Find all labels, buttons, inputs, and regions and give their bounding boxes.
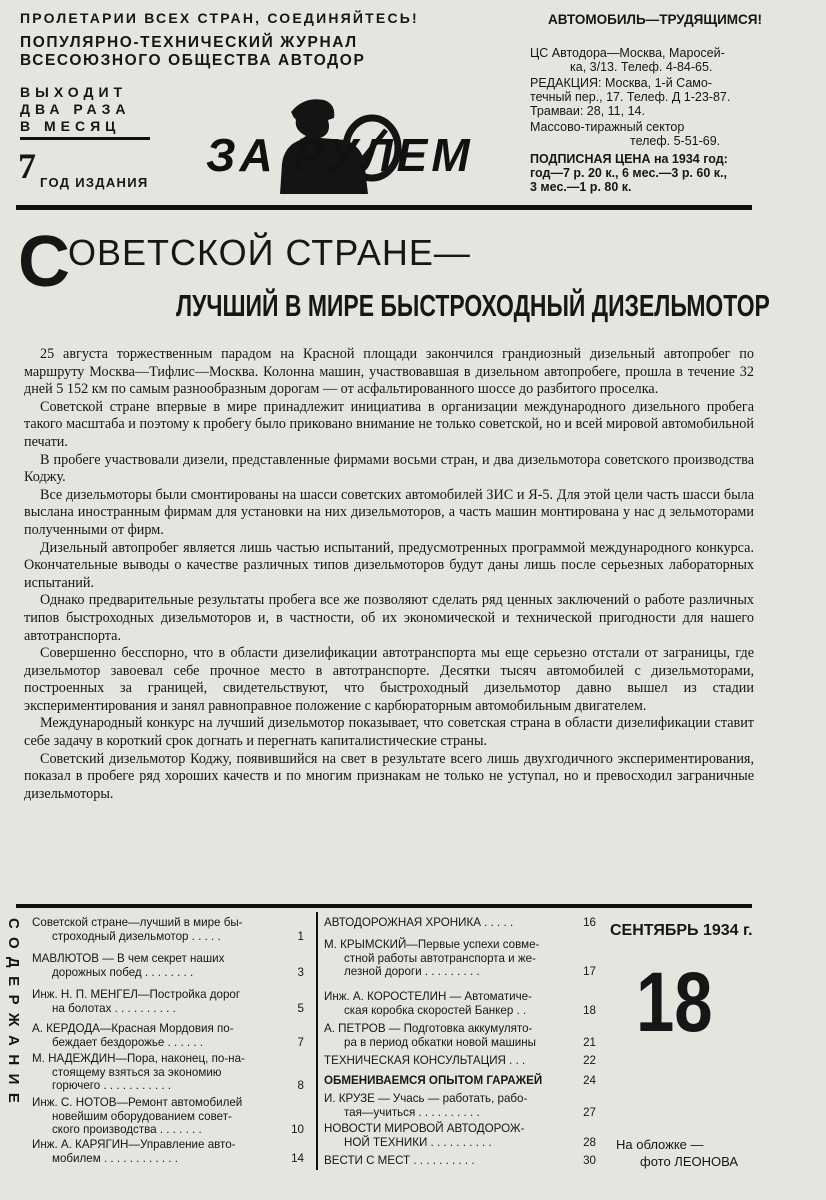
- toc-page-number: 17: [583, 965, 596, 978]
- toc-entry[interactable]: М. КРЫМСКИЙ—Первые успехи совме- стной работы автотранспорта и же- лезной дороги . . . . . . . . . 17: [324, 938, 596, 978]
- mass-line1: Массово-тиражный сектор: [530, 120, 685, 134]
- price-line2: год—7 р. 20 к., 6 мес.—3 р. 60 к.,: [530, 166, 727, 180]
- toc-page-number: 10: [291, 1123, 304, 1136]
- price-line3: 3 мес.—1 р. 80 к.: [530, 180, 632, 194]
- year-number: 7: [18, 146, 36, 186]
- contents-divider: [316, 912, 318, 1170]
- editorial-address: [530, 76, 758, 118]
- article-paragraph: В пробеге участвовали дизели, представленные фирмами восьми стран, и два дизельмотора советского производства Коджу.: [24, 451, 754, 486]
- toc-page-number: 30: [583, 1154, 596, 1167]
- toc-page-number: 27: [583, 1105, 596, 1119]
- toc-entry[interactable]: Инж. А. КАРЯГИН—Управление авто- мобилем . . . . . . . . . . . . 14: [32, 1138, 304, 1165]
- ed-line1: РЕДАКЦИЯ: Москва, 1-й Само-: [530, 76, 712, 90]
- contents-vertical-title: СОДЕРЖАНИЕ: [5, 918, 22, 1112]
- frequency-line1: ВЫХОДИТ: [20, 84, 128, 100]
- cs-line1: ЦС Автодора—Москва, Маросей-: [530, 46, 725, 60]
- toc-page-number: 16: [583, 916, 596, 929]
- article-paragraph: Совершенно бесспорно, что в области дизелификации автотранспорта мы еще серьезно отстали от заграницы, где дизельмотор завоевал себе прочное место в автотранспорте. Десятки тысяч автомобилей с дизельмоторами, построенных за границей, свидетельствуют, что быстроходный дизельмотор давно вышел из стадии экспериментирования и занял равноправное положение с карбюраторным автомобильным двигателем.: [24, 645, 754, 714]
- price-line1: ПОДПИСНАЯ ЦЕНА на 1934 год:: [530, 152, 728, 166]
- cover-credit-line2: фото ЛЕОНОВА: [640, 1154, 739, 1169]
- toc-entry[interactable]: М. НАДЕЖДИН—Пора, наконец, по-на- стоящему взяться за экономию горючего . . . . . . . . . . . 8: [32, 1052, 304, 1092]
- contents-right-column: [324, 916, 596, 1168]
- article-paragraph: Однако предварительные результаты пробега все же позволяют сделать ряд ценных заключений о работе различных типов быстроходных дизельмоторов и, в частности, об их экономической и технической пригодности для нашего автотранспорта.: [24, 592, 754, 644]
- journal-title-line1: ПОПУЛЯРНО-ТЕХНИЧЕСКИЙ ЖУРНАЛ: [20, 34, 358, 51]
- toc-entry[interactable]: А. ПЕТРОВ — Подготовка аккумулято- ра в период обкатки новой машины 21: [324, 1022, 596, 1049]
- contents-left-column: [32, 916, 304, 1168]
- issue-date: СЕНТЯБРЬ 1934 г.: [610, 922, 753, 939]
- toc-page-number: 7: [297, 1035, 304, 1049]
- journal-logo: [196, 90, 474, 194]
- toc-entry[interactable]: МАВЛЮТОВ — В чем секрет наших дорожных побед . . . . . . . . 3: [32, 952, 304, 979]
- toc-page-number: 8: [297, 1079, 304, 1092]
- year-label: ГОД ИЗДАНИЯ: [40, 175, 149, 190]
- issue-number: 18: [636, 955, 713, 1049]
- ed-line2: течный пер., 17. Телеф. Д 1-23-87.: [530, 90, 731, 104]
- slogan: ПРОЛЕТАРИИ ВСЕХ СТРАН, СОЕДИНЯЙТЕСЬ!: [20, 10, 419, 26]
- toc-page-number: 18: [583, 1003, 596, 1017]
- toc-entry[interactable]: НОВОСТИ МИРОВОЙ АВТОДОРОЖ- НОЙ ТЕХНИКИ . . . . . . . . . . 28: [324, 1122, 596, 1149]
- toc-entry[interactable]: ОБМЕНИВАЕМСЯ ОПЫТОМ ГАРАЖЕЙ 24: [324, 1074, 596, 1087]
- mass-circulation: [530, 120, 758, 148]
- frequency-rule: [20, 137, 150, 140]
- toc-page-number: 21: [583, 1035, 596, 1049]
- toc-page-number: 14: [291, 1151, 304, 1165]
- article-body: [24, 346, 754, 803]
- contents-rule: [16, 904, 752, 908]
- toc-entry[interactable]: Инж. А. КОРОСТЕЛИН — Автоматиче- ская коробка скоростей Банкер . . 18: [324, 990, 596, 1017]
- toc-entry[interactable]: Инж. Н. П. МЕНГЕЛ—Постройка дорог на болотах . . . . . . . . . . 5: [32, 988, 304, 1015]
- toc-entry[interactable]: ВЕСТИ С МЕСТ . . . . . . . . . . 30: [324, 1154, 596, 1167]
- article-title: ОВЕТСКОЙ СТРАНЕ—: [68, 232, 471, 273]
- mass-line2: телеф. 5-51-69.: [630, 134, 721, 148]
- subscription-price: [530, 152, 758, 194]
- toc-entry[interactable]: Инж. С. НОТОВ—Ремонт автомобилей новейшим оборудованием совет- ского производства . . . . . . . 10: [32, 1096, 304, 1136]
- toc-entry[interactable]: А. КЕРДОДА—Красная Мордовия по- беждает бездорожье . . . . . . 7: [32, 1022, 304, 1049]
- motto: АВТОМОБИЛЬ—ТРУДЯЩИМСЯ!: [548, 12, 762, 27]
- toc-page-number: 1: [297, 929, 304, 943]
- toc-entry[interactable]: АВТОДОРОЖНАЯ ХРОНИКА . . . . . 16: [324, 916, 596, 929]
- toc-page-number: 24: [583, 1074, 596, 1087]
- toc-entry[interactable]: Советской стране—лучший в мире бы- строходный дизельмотор . . . . . 1: [32, 916, 304, 943]
- toc-page-number: 22: [583, 1054, 596, 1067]
- article-paragraph: Все дизельмоторы были смонтированы на шасси советских автомобилей ЗИС и Я-5. Для этой цели часть шасси была выслана иностранным фирмам для установки на них дизельмоторов, а часть машин монтирована у нас д зельмоторами полученными от фирм.: [24, 486, 754, 538]
- article-paragraph: Международный конкурс на лучший дизельмотор показывает, что советская страна в области дизелификации ставит себе задачу в короткий срок догнать и перегнать капиталистические страны.: [24, 715, 754, 750]
- article-paragraph: Советский дизельмотор Коджу, появившийся на свет в результате всего лишь двухгодичного экспериментирования, показал в пробеге ряд хороших качеств и по многим признакам не только не уступал, но и превосходил заграничные дизельмоторы.: [24, 750, 754, 802]
- article-paragraph: Дизельный автопробег является лишь частью испытаний, предусмотренных программой международного конкурса. Окончательные выводы о качестве различных типов дизельмоторов будут даны лишь после серьезных лабораторных испытаний.: [24, 539, 754, 591]
- toc-page-number: 28: [583, 1135, 596, 1149]
- article-subtitle: ЛУЧШИЙ В МИРЕ БЫСТРОХОДНЫЙ ДИЗЕЛЬМОТОР: [176, 288, 770, 323]
- article-paragraph: Советской стране впервые в мире принадлежит инициатива в организации международного дизельного пробега такого масштаба и поэтому к пробегу было приковано внимание не только советской, но и всей мировой автомобильной печати.: [24, 398, 754, 450]
- central-council-address: [530, 46, 758, 74]
- toc-entry[interactable]: И. КРУЗЕ — Учась — работать, рабо- тая—учиться . . . . . . . . . . 27: [324, 1092, 596, 1119]
- ed-line3: Трамваи: 28, 11, 14.: [530, 104, 645, 118]
- toc-entry[interactable]: ТЕХНИЧЕСКАЯ КОНСУЛЬТАЦИЯ . . . 22: [324, 1054, 596, 1067]
- frequency-line2: ДВА РАЗА: [20, 101, 131, 117]
- title-initial: С: [18, 222, 70, 302]
- journal-title-line2: ВСЕСОЮЗНОГО ОБЩЕСТВА АВТОДОР: [20, 52, 366, 69]
- cs-line2: ка, 3/13. Телеф. 4-84-65.: [570, 60, 713, 74]
- article-paragraph: 25 августа торжественным парадом на Красной площади закончился грандиозный дизельный автопробег по маршруту Москва—Тифлис—Москва. Колонна машин, участвовавшая в дизельном автопробеге, прошла в течение 32 дней 5 152 км по самым разнообразным дорогам — от асфальтированного шоссе до разбитого проселка.: [24, 346, 754, 398]
- toc-page-number: 5: [297, 1001, 304, 1015]
- logo-text: ЗА РУЛЕМ: [206, 129, 474, 181]
- toc-page-number: 3: [297, 965, 304, 979]
- header-rule: [16, 205, 752, 210]
- cover-credit-line1: На обложке —: [616, 1137, 704, 1152]
- frequency-line3: В МЕСЯЦ: [20, 118, 121, 134]
